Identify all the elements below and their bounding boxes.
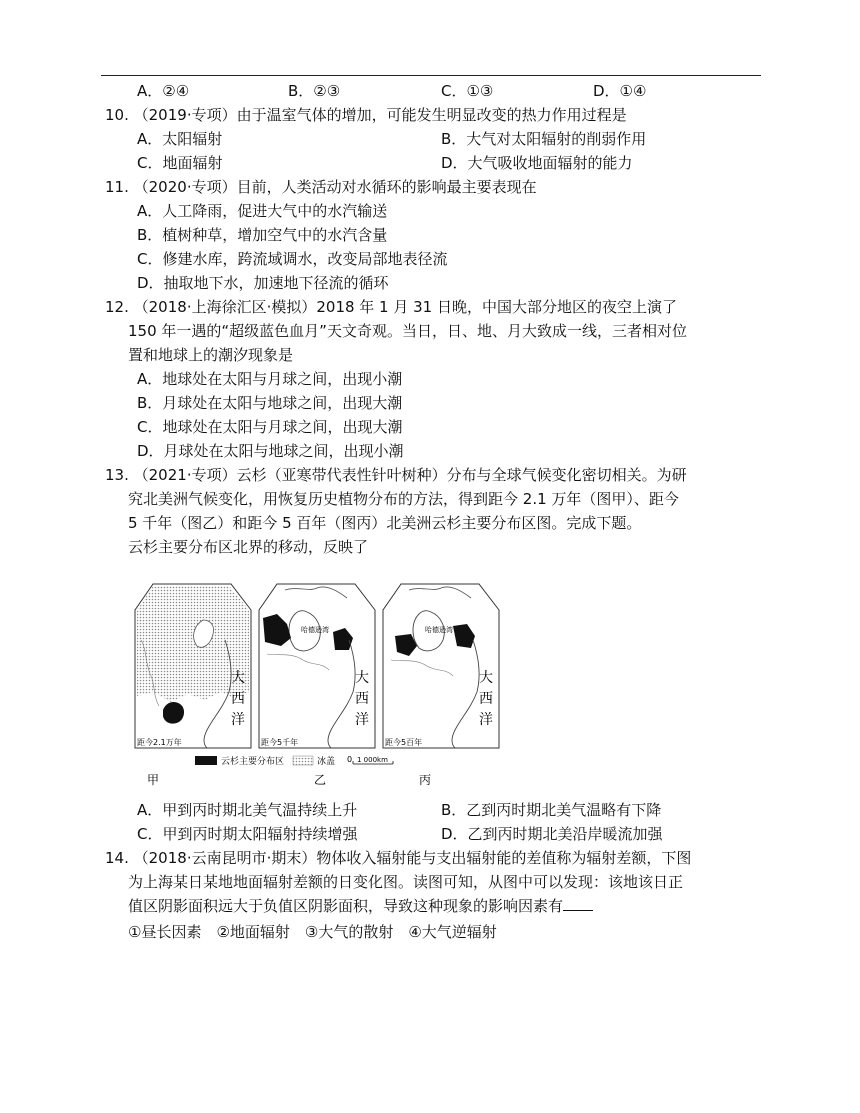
q11-number: 11. — [105, 178, 129, 196]
ocean-label-jia-1: 大 — [231, 670, 245, 686]
q11-stem: （2020·专项）目前，人类活动对水循环的影响最主要表现在 — [133, 178, 537, 196]
ocean-label-jia-2: 西 — [231, 691, 245, 707]
q13-stem-1: （2021·专项）云杉（亚寒带代表性针叶树种）分布与全球气候变化密切相关。为研 — [133, 466, 687, 484]
q13-option-a[interactable]: A．甲到丙时期北美气温持续上升 — [137, 801, 358, 819]
q11-option-a[interactable]: A．人工降雨，促进大气中的水汽输送 — [137, 202, 388, 220]
q12-option-d[interactable]: D．月球处在太阳与地球之间，出现小潮 — [137, 442, 404, 460]
q10-option-a[interactable]: A．太阳辐射 — [137, 130, 223, 148]
map-bing — [383, 584, 499, 748]
scale-text: 1 000km — [357, 756, 388, 764]
q14-factors: ①昼长因素 ②地面辐射 ③大气的散射 ④大气逆辐射 — [128, 923, 497, 941]
q11-option-b[interactable]: B．植树种草，增加空气中的水汽含量 — [137, 226, 388, 244]
legend-spruce-swatch — [195, 756, 217, 765]
q12-option-a[interactable]: A．地球处在太阳与月球之间，出现小潮 — [137, 370, 403, 388]
q11-option-c[interactable]: C．修建水库，跨流域调水，改变局部地表径流 — [137, 250, 448, 268]
q13-stem-line-1 — [105, 464, 687, 486]
q10-option-c[interactable]: C．地面辐射 — [137, 154, 223, 172]
q9-option-b[interactable]: B．②③ — [288, 82, 341, 100]
map-tag-yi: 距今5千年 — [261, 738, 299, 747]
q14-stem-line-1 — [105, 847, 691, 869]
q13-option-c[interactable]: C．甲到丙时期太阳辐射持续增强 — [137, 825, 358, 843]
q10-stem-line — [105, 104, 627, 126]
q13-option-d[interactable]: D．乙到丙时期北美沿岸暖流加强 — [441, 825, 663, 843]
q14-stem-1: （2018·云南昆明市·期末）物体收入辐射能与支出辐射能的差值称为辐射差额，下图 — [133, 849, 692, 867]
ocean-label-jia-3: 洋 — [231, 712, 245, 728]
ocean-label-yi-3: 洋 — [355, 712, 369, 728]
header-rule — [101, 75, 761, 76]
scale-zero: 0 — [347, 755, 353, 764]
ocean-label-bing-3: 洋 — [479, 712, 493, 728]
q12-stem-2: 150 年一遇的“超级蓝色血月”天文奇观。当日，日、地、月大致成一线，三者相对位 — [128, 322, 687, 340]
hudson-label-bing: 哈德逊湾 — [425, 626, 453, 634]
caption-jia: 甲 — [147, 773, 160, 787]
q14-number: 14. — [105, 849, 129, 867]
q12-option-b[interactable]: B．月球处在太阳与地球之间，出现大潮 — [137, 394, 403, 412]
q12-option-c[interactable]: C．地球处在太阳与月球之间，出现大潮 — [137, 418, 403, 436]
q14-stem-2: 为上海某日某地地面辐射差额的日变化图。读图可知，从图中可以发现：该地该日正 — [128, 873, 684, 891]
q12-stem-1: （2018·上海徐汇区·模拟）2018 年 1 月 31 日晚，中国大部分地区的夜空上演了 — [133, 298, 677, 316]
q10-number: 10. — [105, 106, 129, 124]
legend-ice-label: 冰盖 — [317, 757, 336, 767]
q13-stem-3: 5 千年（图乙）和距今 5 百年（图丙）北美洲云杉主要分布区图。完成下题。 — [128, 514, 642, 532]
q9-option-d[interactable]: D．①④ — [593, 82, 647, 100]
q13-option-b[interactable]: B．乙到丙时期北美气温略有下降 — [441, 801, 662, 819]
q9-option-a[interactable]: A．②④ — [137, 82, 190, 100]
q12-stem-line-1 — [105, 296, 677, 318]
map-yi — [259, 584, 375, 748]
map-tag-bing: 距今5百年 — [385, 738, 423, 747]
map-tag-jia: 距今2.1万年 — [137, 738, 182, 747]
q10-stem: （2019·专项）由于温室气体的增加，可能发生明显改变的热力作用过程是 — [133, 106, 627, 124]
q13-stem-4: 云杉主要分布区北界的移动，反映了 — [128, 538, 369, 556]
legend-spruce-label: 云杉主要分布区 — [221, 757, 285, 767]
q12-number: 12. — [105, 298, 129, 316]
ocean-label-bing-1: 大 — [479, 670, 493, 686]
ocean-label-yi-2: 西 — [355, 691, 369, 707]
spruce-area-jia — [163, 702, 184, 724]
spruce-distribution-figure — [133, 580, 503, 790]
map-jia — [135, 584, 251, 748]
figure-legend — [195, 755, 393, 767]
q13-number: 13. — [105, 466, 129, 484]
caption-bing: 丙 — [419, 773, 432, 787]
q9-option-c[interactable]: C．①③ — [441, 82, 494, 100]
q10-option-b[interactable]: B．大气对太阳辐射的削弱作用 — [441, 130, 647, 148]
q11-stem-line — [105, 176, 537, 198]
answer-blank[interactable] — [563, 896, 593, 911]
ocean-label-yi-1: 大 — [355, 670, 369, 686]
legend-ice-swatch — [293, 756, 313, 765]
q14-stem-line-3 — [128, 895, 593, 917]
caption-yi: 乙 — [314, 773, 327, 787]
q10-option-d[interactable]: D．大气吸收地面辐射的能力 — [441, 154, 633, 172]
q13-stem-2: 究北美洲气候变化，用恢复历史植物分布的方法，得到距今 2.1 万年（图甲）、距今 — [128, 490, 679, 508]
q14-stem-3: 值区阴影面积远大于负值区阴影面积，导致这种现象的影响因素有 — [128, 897, 564, 915]
ocean-label-bing-2: 西 — [479, 691, 493, 707]
q11-option-d[interactable]: D．抽取地下水，加速地下径流的循环 — [137, 274, 389, 292]
hudson-label-yi: 哈德逊湾 — [301, 626, 329, 634]
q12-stem-3: 置和地球上的潮汐现象是 — [128, 346, 294, 364]
